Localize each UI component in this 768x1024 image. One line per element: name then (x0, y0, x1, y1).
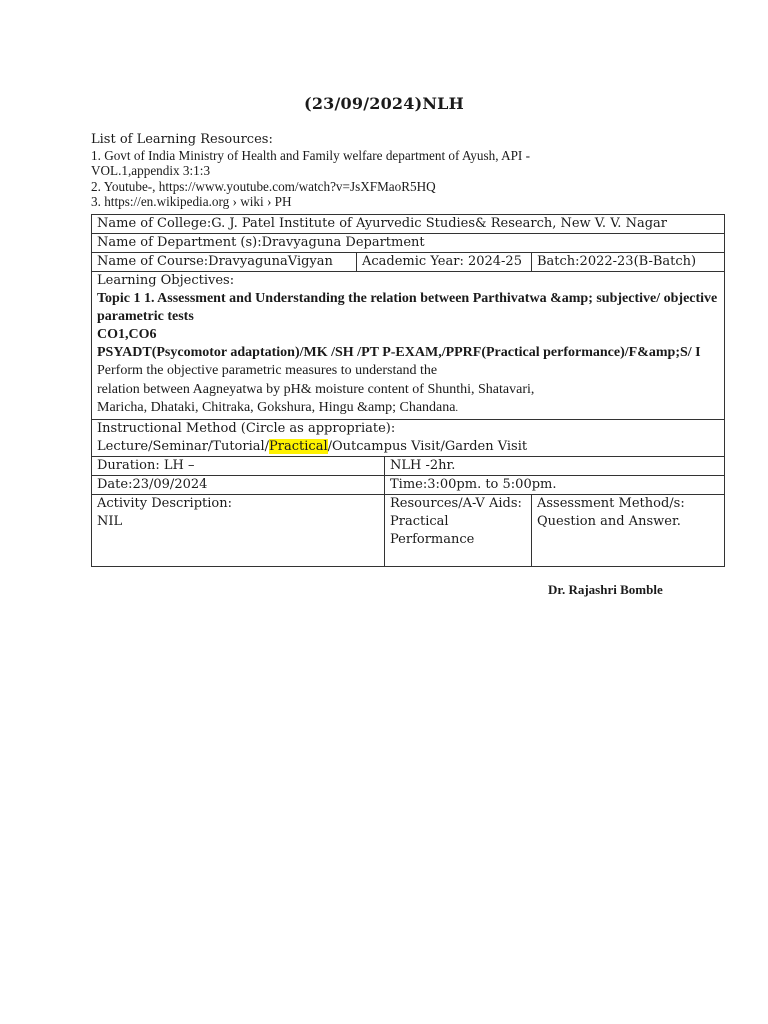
objectives-desc-text: Maricha, Dhataki, Chitraka, Gokshura, Hingu &amp; Chandana (97, 400, 456, 415)
resources-av-label: Resources/A-V Aids: (390, 495, 522, 511)
page-title: (23/09/2024)NLH (304, 94, 464, 113)
objectives-desc-dot: . (455, 403, 458, 414)
batch-cell: Batch:2022-23(B-Batch) (532, 253, 725, 272)
assessment-cell (532, 494, 725, 566)
resource-item: VOL.1,appendix 3:1:3 (91, 163, 211, 179)
table-row (92, 419, 725, 456)
activity-label: Activity Description: (97, 495, 232, 511)
resource-item: 2. Youtube-, https://www.youtube.com/watch?v=JsXFMaoR5HQ (91, 178, 436, 194)
resource-item: 3. https://en.wikipedia.org › wiki › PH (91, 194, 292, 210)
objectives-desc-line (97, 399, 719, 419)
duration-cell: Duration: LH – (92, 456, 385, 475)
resources-av-cell (385, 494, 532, 566)
instructional-after: /Outcampus Visit/Garden Visit (327, 438, 528, 454)
learning-objectives-cell (92, 272, 725, 420)
resource-item: 1. Govt of India Ministry of Health and Family welfare department of Ayush, API - (91, 148, 531, 163)
objectives-label: Learning Objectives: (97, 273, 235, 288)
time-cell: Time:3:00pm. to 5:00pm. (385, 475, 725, 494)
instructional-before: Lecture/Seminar/Tutorial/ (97, 438, 270, 454)
learning-resources (91, 131, 721, 210)
objectives-psy: PSYADT(Psycomotor adaptation)/MK /SH /PT P-EXAM,/PPRF(Practical performance)/F&amp;S/ I (97, 345, 701, 360)
assessment-value: Question and Answer. (537, 513, 681, 529)
resources-av-value: Performance (390, 531, 475, 547)
objectives-desc-line: relation between Aagneyatwa by pH& moisture content of Shunthi, Shatavari, (97, 381, 535, 397)
objectives-desc-line: Perform the objective parametric measures to understand the (97, 363, 438, 378)
table-row (92, 456, 725, 475)
course-cell: Name of Course:DravyagunaVigyan (92, 253, 357, 272)
table-row (92, 494, 725, 566)
objectives-cos: CO1,CO6 (97, 327, 157, 342)
signature-name: Dr. Rajashri Bomble (548, 582, 663, 597)
assessment-label: Assessment Method/s: (537, 495, 685, 511)
college-cell: Name of College:G. J. Patel Institute of Ayurvedic Studies& Research, New V. V. Nagar (92, 215, 725, 234)
nlh-cell: NLH -2hr. (385, 456, 725, 475)
activity-value: NIL (97, 513, 123, 529)
instructional-method-cell (92, 419, 725, 456)
instructional-options (97, 438, 719, 456)
table-row (92, 475, 725, 494)
table-row (92, 272, 725, 420)
objectives-topic: Topic 1 1. Assessment and Understanding the relation between Parthivatwa &amp; subjective/ objective parametric tests (97, 291, 718, 324)
lesson-plan-table (91, 214, 725, 567)
table-row (92, 215, 725, 234)
date-cell: Date:23/09/2024 (92, 475, 385, 494)
resources-av-value: Practical (390, 513, 449, 529)
instructional-selected-highlight: Practical (269, 438, 328, 454)
activity-cell (92, 494, 385, 566)
department-cell: Name of Department (s):Dravyaguna Department (92, 234, 725, 253)
table-row (92, 253, 725, 272)
instructional-label: Instructional Method (Circle as appropriate): (97, 420, 396, 436)
table-row (92, 234, 725, 253)
resources-heading: List of Learning Resources: (91, 132, 273, 147)
academic-year-cell: Academic Year: 2024-25 (357, 253, 532, 272)
